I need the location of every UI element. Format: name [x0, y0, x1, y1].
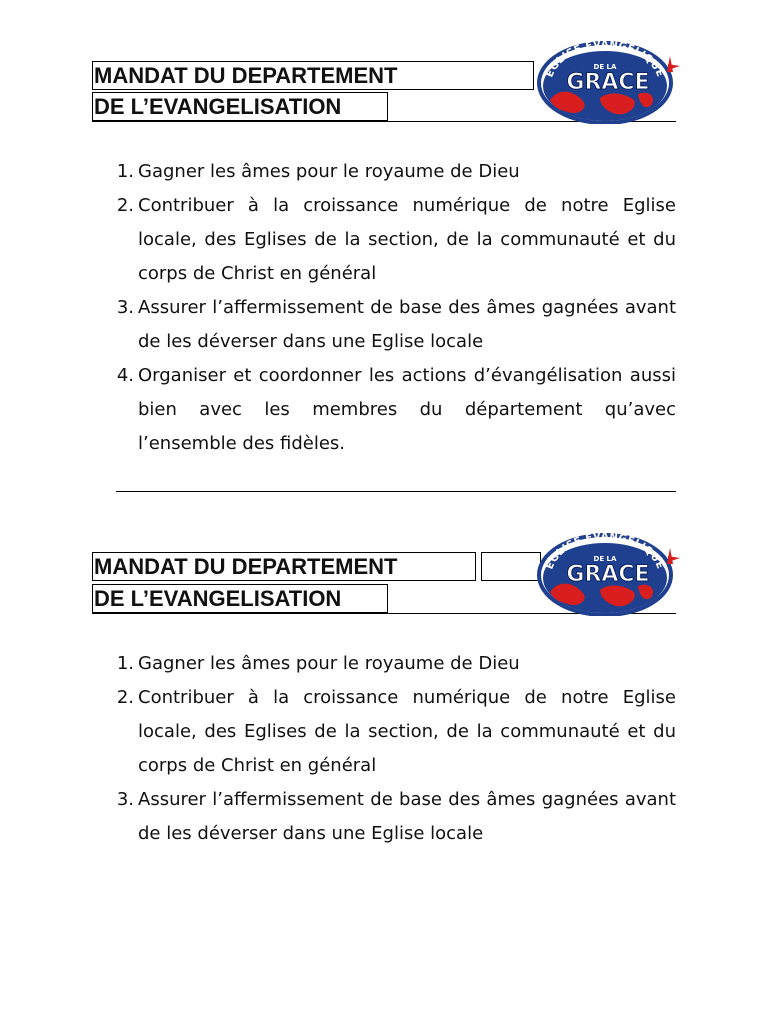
logo-connector: DE LA: [593, 555, 617, 563]
logo-brand: GRACE: [566, 562, 650, 587]
item-text: Gagner les âmes pour le royaume de Dieu: [138, 161, 520, 182]
section-end-rule: [116, 491, 676, 492]
list-item: [108, 647, 676, 681]
logo-church-name: EGLISE EVANGELIQUE: [544, 531, 666, 571]
church-logo: [530, 520, 680, 616]
list-item: [108, 359, 676, 461]
item-text: Assurer l’affermissement de base des âmes gagnées avant de les déverser dans une Eglise locale: [138, 297, 676, 352]
item-number: 3.: [116, 789, 134, 810]
church-logo: [530, 28, 680, 124]
logo-church-name: EGLISE EVANGELIQUE: [544, 39, 666, 79]
item-number: 2.: [116, 687, 134, 708]
section-title-line-1: MANDAT DU DEPARTEMENT: [92, 552, 476, 581]
item-text: Organiser et coordonner les actions d’évangélisation aussi bien avec les membres du département qu’avec l’ensemble des fidèles.: [138, 365, 676, 454]
list-item: [108, 155, 676, 189]
section-title-line-1: MANDAT DU DEPARTEMENT: [92, 61, 534, 90]
logo-connector: DE LA: [593, 63, 617, 71]
list-item: [108, 291, 676, 359]
mandate-list: [108, 155, 676, 461]
item-number: 4.: [116, 365, 134, 386]
item-text: Assurer l’affermissement de base des âmes gagnées avant de les déverser dans une Eglise locale: [138, 789, 676, 844]
section-title-line-2: DE L’EVANGELISATION: [92, 92, 388, 121]
item-number: 3.: [116, 297, 134, 318]
item-number: 1.: [116, 653, 134, 674]
item-number: 1.: [116, 161, 134, 182]
item-text: Contribuer à la croissance numérique de notre Eglise locale, des Eglises de la section, de la communauté et du corps de Christ en général: [138, 687, 676, 776]
list-item: [108, 783, 676, 851]
section-title-line-2: DE L’EVANGELISATION: [92, 584, 388, 613]
item-text: Contribuer à la croissance numérique de notre Eglise locale, des Eglises de la section, de la communauté et du corps de Christ en général: [138, 195, 676, 284]
list-item: [108, 681, 676, 783]
item-number: 2.: [116, 195, 134, 216]
logo-brand: GRACE: [566, 70, 650, 95]
mandate-list: [108, 647, 676, 851]
item-text: Gagner les âmes pour le royaume de Dieu: [138, 653, 520, 674]
list-item: [108, 189, 676, 291]
